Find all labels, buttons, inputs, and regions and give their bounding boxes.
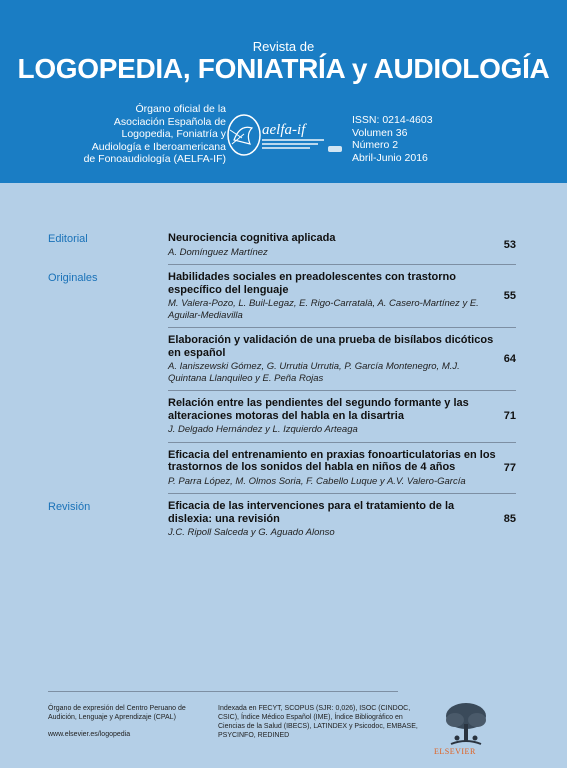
issn-block: ISSN: 0214-4603 Volumen 36 Número 2 Abril-Junio 2016 — [352, 114, 433, 164]
aelfa-logo — [222, 110, 350, 160]
article-title: Eficacia de las intervenciones para el tratamiento de la dislexia: una revisión — [168, 500, 455, 525]
article-title: Eficacia del entrenamiento en praxias fonoarticulatorias en los trastornos de los sonidos del habla en niños de 4 años — [168, 448, 496, 473]
toc-item[interactable] — [168, 449, 516, 495]
toc-item[interactable] — [168, 500, 516, 545]
journal-title: LOGOPEDIA, FONIATRÍA y AUDIOLOGÍA — [17, 53, 550, 84]
toc-section-editorial — [48, 232, 516, 271]
toc-section-originales — [48, 271, 516, 500]
toc-item[interactable] — [168, 334, 516, 391]
elsevier-tree-icon — [441, 700, 491, 748]
article-authors: J.C. Ripoll Salceda y G. Aguado Alonso — [168, 527, 335, 538]
article-page: 77 — [503, 461, 516, 474]
footer-divider — [48, 691, 398, 692]
section-label: Editorial — [48, 233, 88, 245]
toc-item[interactable] — [168, 271, 516, 328]
publisher-name: ELSEVIER — [434, 747, 476, 756]
article-authors: P. Parra López, M. Olmos Soria, F. Cabello Luque y A.V. Valero-García — [168, 475, 466, 487]
article-title: Relación entre las pendientes del segundo formante y las alteraciones motoras del habla en la disartria — [168, 397, 469, 422]
article-page: 85 — [503, 513, 516, 526]
article-page: 64 — [503, 353, 516, 365]
footer-organ-text: Órgano de expresión del Centro Peruano de Audición, Lenguaje y Aprendizaje (CPAL) — [48, 705, 186, 721]
official-organ-text: Órgano oficial de la Asociación Española de Logopedia, Foniatría y Audiología e Iberoamericana de Fonoaudiología (AELFA-IF) — [83, 103, 226, 166]
toc-section-revision — [48, 500, 516, 551]
toc-item[interactable] — [168, 397, 516, 443]
article-page: 53 — [503, 239, 516, 251]
article-page: 55 — [503, 290, 516, 302]
article-authors: J. Delgado Hernández y L. Izquierdo Arteaga — [168, 424, 358, 435]
article-title: Elaboración y validación de una prueba de bisílabos dicóticos en español — [168, 334, 494, 359]
toc-item[interactable] — [168, 232, 516, 265]
section-label: Originales — [48, 272, 98, 284]
article-authors: A. Domínguez Martínez — [168, 246, 268, 258]
article-authors: M. Valera-Pozo, L. Buil-Legaz, E. Rigo-Carratalà, A. Casero-Martínez y E. Aguilar-Mediavilla — [168, 298, 479, 321]
section-label: Revisión — [48, 501, 91, 513]
logo-wordmark: aelfa-if — [262, 122, 306, 138]
article-title: Neurociencia cognitiva aplicada — [168, 232, 336, 244]
footer-indexing-text: Indexada en FECYT, SCOPUS (SJR: 0,026), ISOC (CINDOC, CSIC), Índice Médico Español (IME), Índice Bibliográfico en Ciencias de la Salud (IBECS), LATINDEX y Psicodoc, EMBASE, PSYCINFO, REDINED — [218, 705, 418, 739]
table-of-contents — [48, 232, 516, 551]
article-page: 71 — [503, 410, 516, 423]
article-authors: A. Ianiszewski Gómez, G. Urrutia Urrutia, P. García Montenegro, M.J. Quintana Llanquileo y E. Peña Rojas — [168, 361, 460, 384]
article-title: Habilidades sociales en preadolescentes con trastorno específico del lenguaje — [168, 271, 456, 296]
cover-header — [0, 0, 567, 183]
footer-website-link[interactable]: www.elsevier.es/logopedia — [48, 731, 131, 738]
journal-prefix: Revista de — [252, 39, 315, 54]
